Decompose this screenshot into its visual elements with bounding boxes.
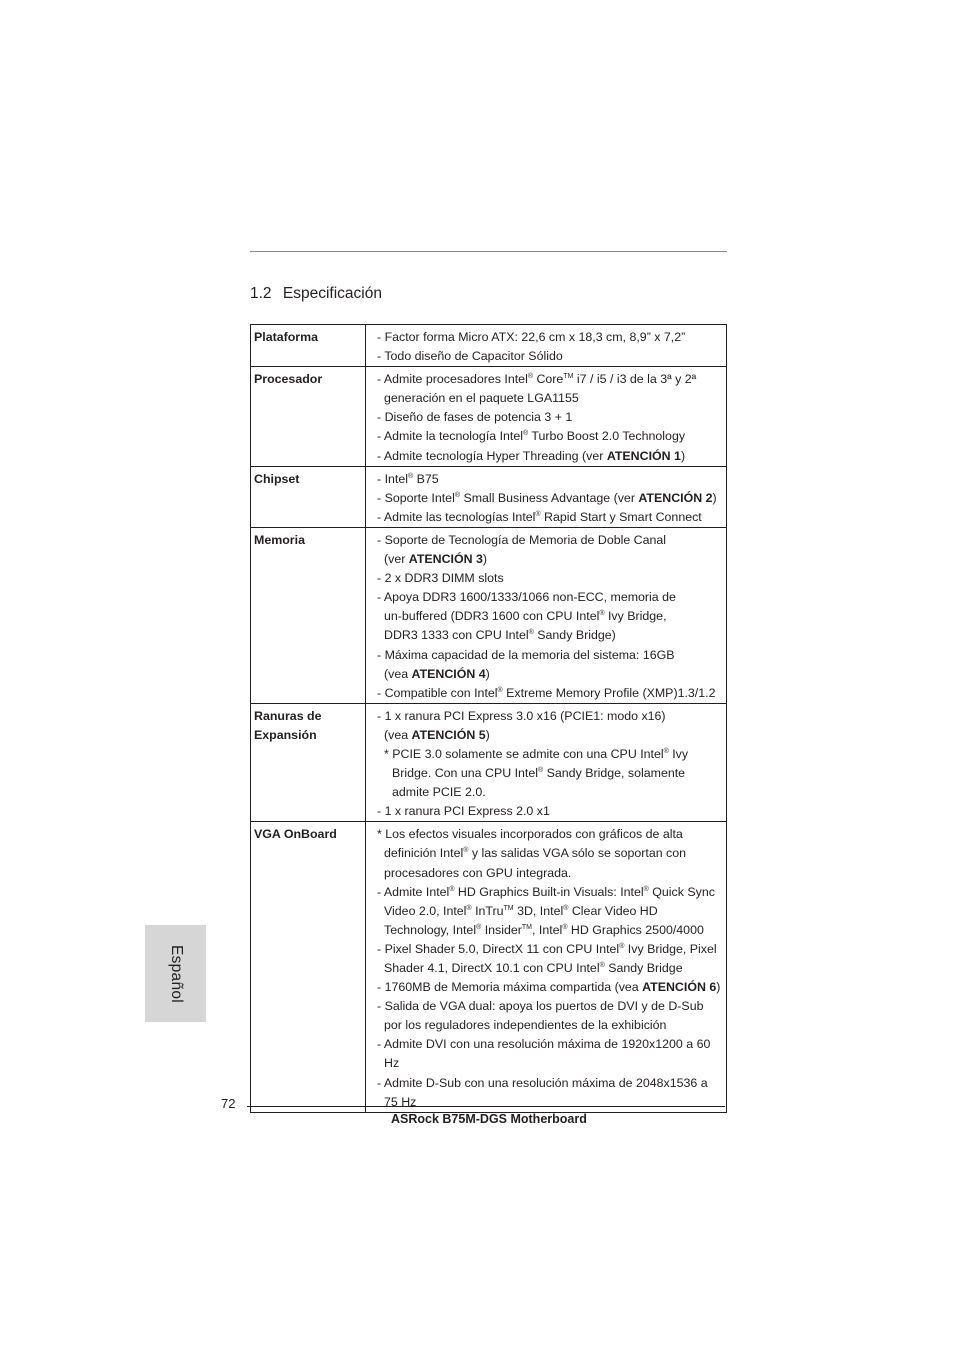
spec-value-line: definición Intel® y las salidas VGA sólo se soportan con [384,846,687,861]
spec-row [251,527,727,703]
spec-label-line: Plataforma [254,330,319,344]
spec-row [251,367,727,466]
spec-value-line: - Admite DVI con una resolución máxima de 1920x1200 a 60 [377,1037,711,1052]
spec-value-line: - 1 x ranura PCI Express 2.0 x1 [377,804,550,819]
spec-value [366,466,727,527]
spec-value-line: Bridge. Con una CPU Intel® Sandy Bridge, solamente [392,766,686,781]
spec-value-line: - Admite la tecnología Intel® Turbo Boost 2.0 Technology [377,429,686,444]
spec-value-line: - 1760MB de Memoria máxima compartida (vea ATENCIÓN 6) [377,980,721,995]
language-tab [145,925,206,1022]
spec-value-line: - Máxima capacidad de la memoria del sistema: 16GB [377,647,675,662]
spec-label-line: Procesador [254,372,323,387]
spec-value-line: Technology, Intel® Insider™, Intel® HD Graphics 2500/4000 [384,922,704,937]
spec-value-line: Shader 4.1, DirectX 10.1 con CPU Intel® Sandy Bridge [384,961,683,975]
spec-label [251,466,366,527]
spec-value-line: - Admite procesadores Intel® Core™ i7 / i5 / i3 de la 3ª y 2ª [377,372,697,387]
spec-value-line: un-buffered (DDR3 1600 con CPU Intel® Ivy Bridge, [384,609,667,624]
spec-label [251,527,366,703]
spec-label [251,822,366,1112]
bottom-rule [247,1106,725,1107]
spec-value [366,325,727,367]
spec-value-line: por los reguladores independientes de la exhibición [384,1018,667,1033]
spec-value-line: - Admite D-Sub con una resolución máxima de 2048x1536 a [377,1075,708,1090]
spec-value-line: - 2 x DDR3 DIMM slots [377,571,504,586]
spec-value-line: - Admite tecnología Hyper Threading (ver ATENCIÓN 1) [377,448,686,463]
spec-value [366,703,727,822]
spec-value [366,527,727,703]
spec-value-line: - Admite las tecnologías Intel® Rapid Start y Smart Connect [377,509,702,524]
section-number: 1.2 [250,285,272,302]
spec-value-line: generación en el paquete LGA1155 [384,391,579,406]
spec-value-line: - Compatible con Intel® Extreme Memory Profile (XMP)1.3/1.2 [377,685,716,700]
spec-label-line: Ranuras de [254,708,322,723]
spec-value-line: - Diseño de fases de potencia 3 + 1 [377,410,573,425]
spec-value-line: - Intel® B75 [377,471,439,486]
spec-value-line: - Soporte de Tecnología de Memoria de Doble Canal [377,532,667,547]
language-tab-label: Español [167,944,185,1003]
spec-row [251,466,727,527]
spec-label-line: Memoria [254,532,305,547]
spec-label [251,703,366,822]
spec-label-line: Chipset [254,471,300,486]
spec-value-line: DDR3 1333 con CPU Intel® Sandy Bridge) [384,628,616,643]
section-title [250,285,382,303]
spec-value-line: procesadores con GPU integrada. [384,865,572,880]
spec-value-line: 75 Hz [384,1094,417,1109]
spec-label [251,325,366,367]
spec-value-line: - Soporte Intel® Small Business Advantage (ver ATENCIÓN 2) [377,490,717,505]
spec-value-line: Video 2.0, Intel® InTru™ 3D, Intel® Clear Video HD [384,903,658,918]
spec-row [251,703,727,822]
spec-row [251,822,727,1112]
spec-value-line: (ver ATENCIÓN 3) [384,552,488,567]
spec-label [251,367,366,466]
spec-value-line: * Los efectos visuales incorporados con gráficos de alta [377,827,683,842]
spec-value-line: - Admite Intel® HD Graphics Built-in Visuals: Intel® Quick Sync [377,884,715,899]
spec-value-line: - Apoya DDR3 1600/1333/1066 non-ECC, memoria de [377,590,676,605]
spec-label-line: VGA OnBoard [254,827,337,842]
spec-value-line: - 1 x ranura PCI Express 3.0 x16 (PCIE1: modo x16) [377,708,666,723]
spec-value-line: - Pixel Shader 5.0, DirectX 11 con CPU Intel® Ivy Bridge, Pixel [377,941,717,956]
page-number: 72 [221,1096,236,1111]
spec-value-line: (vea ATENCIÓN 5) [384,727,490,742]
spec-value [366,822,727,1112]
footer-text: ASRock B75M-DGS Motherboard [391,1112,587,1126]
spec-label-line: Expansión [254,727,317,742]
spec-row [251,325,727,367]
spec-table [250,324,727,1113]
spec-value-line: * PCIE 3.0 solamente se admite con una CPU Intel® Ivy [384,746,689,761]
spec-value-line: - Factor forma Micro ATX: 22,6 cm x 18,3 cm, 8,9” x 7,2” [377,330,686,344]
spec-value-line: Hz [384,1056,400,1071]
spec-value-line: - Todo diseño de Capacitor Sólido [377,349,563,364]
top-rule [250,251,727,252]
spec-value-line: - Salida de VGA dual: apoya los puertos de DVI y de D-Sub [377,999,704,1014]
spec-value-line: (vea ATENCIÓN 4) [384,666,490,681]
spec-value-line: admite PCIE 2.0. [392,785,486,800]
spec-value [366,367,727,466]
section-heading: Especificación [282,285,382,302]
